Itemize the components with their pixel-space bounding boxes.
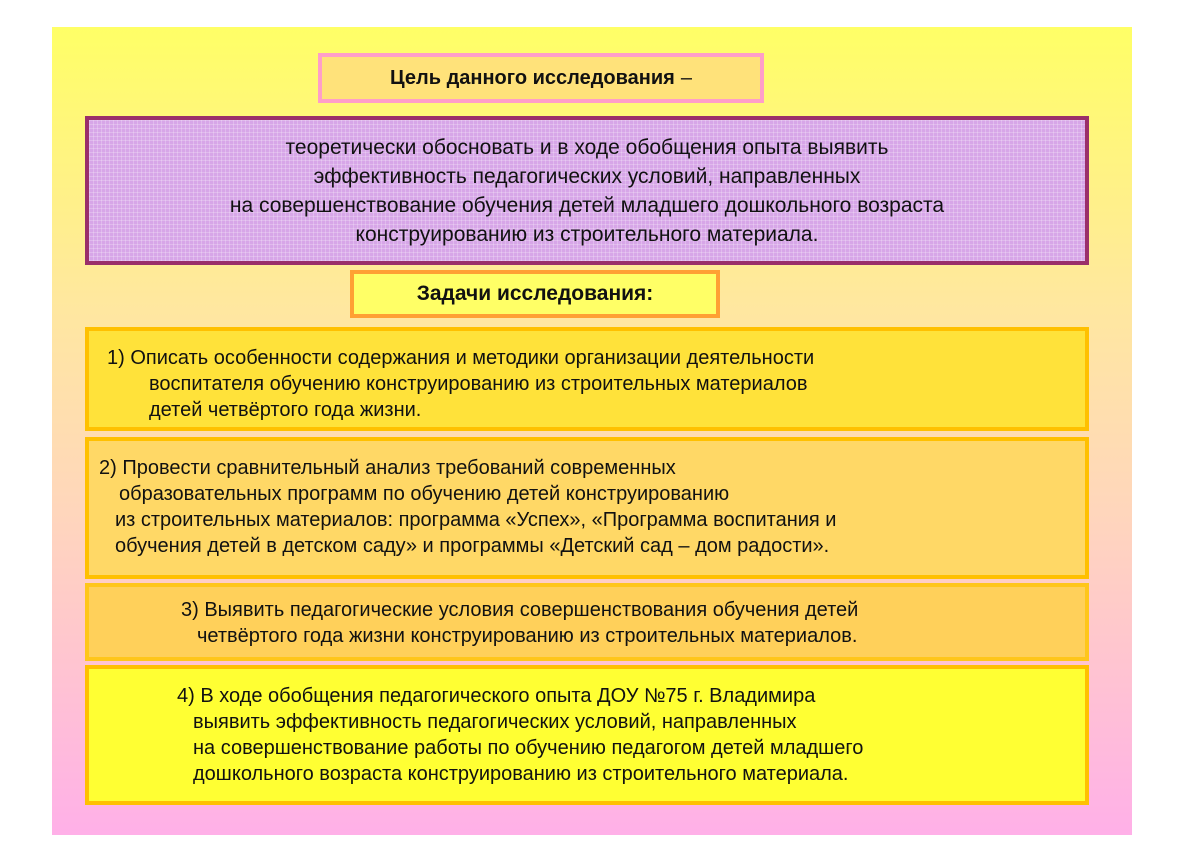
task-item-4 bbox=[85, 665, 1089, 805]
task-line: выявить эффективность педагогических условий, направленных bbox=[193, 711, 797, 733]
task-line: четвёртого года жизни конструированию из строительных материалов. bbox=[197, 625, 858, 647]
task-item-1 bbox=[85, 327, 1089, 431]
goal-text-line: на совершенствование обучения детей младшего дошкольного возраста bbox=[229, 193, 945, 217]
goal-text-line: конструированию из строительного материала. bbox=[355, 222, 819, 246]
task-line: дошкольного возраста конструированию из строительного материала. bbox=[193, 763, 849, 785]
goal-text-line: эффективность педагогических условий, направленных bbox=[313, 164, 861, 188]
task-line: из строительных материалов: программа «Успех», «Программа воспитания и bbox=[115, 509, 837, 531]
goal-title-box bbox=[318, 53, 764, 103]
task-line: на совершенствование работы по обучению педагогом детей младшего bbox=[193, 737, 864, 759]
task-line: детей четвёртого года жизни. bbox=[149, 399, 422, 421]
task-line: 1) Описать особенности содержания и методики организации деятельности bbox=[107, 347, 815, 369]
task-line: образовательных программ по обучению детей конструированию bbox=[119, 483, 730, 505]
task-line: обучения детей в детском саду» и программы «Детский сад – дом радости». bbox=[115, 535, 830, 557]
goal-text-box bbox=[85, 116, 1089, 265]
task-item-2 bbox=[85, 437, 1089, 579]
goal-title: Цель данного исследования bbox=[390, 66, 675, 89]
task-line: воспитателя обучению конструированию из строительных материалов bbox=[149, 373, 808, 395]
slide bbox=[52, 27, 1132, 835]
task-line: 2) Провести сравнительный анализ требований современных bbox=[99, 457, 676, 479]
tasks-title: Задачи исследования: bbox=[416, 282, 654, 305]
task-line: 4) В ходе обобщения педагогического опыта ДОУ №75 г. Владимира bbox=[177, 685, 816, 707]
task-line: 3) Выявить педагогические условия совершенствования обучения детей bbox=[181, 599, 859, 621]
tasks-title-box bbox=[350, 270, 720, 318]
task-item-3 bbox=[85, 583, 1089, 661]
goal-title-dash: – bbox=[680, 66, 692, 89]
goal-text-line: теоретически обосновать и в ходе обобщения опыта выявить bbox=[285, 135, 889, 159]
